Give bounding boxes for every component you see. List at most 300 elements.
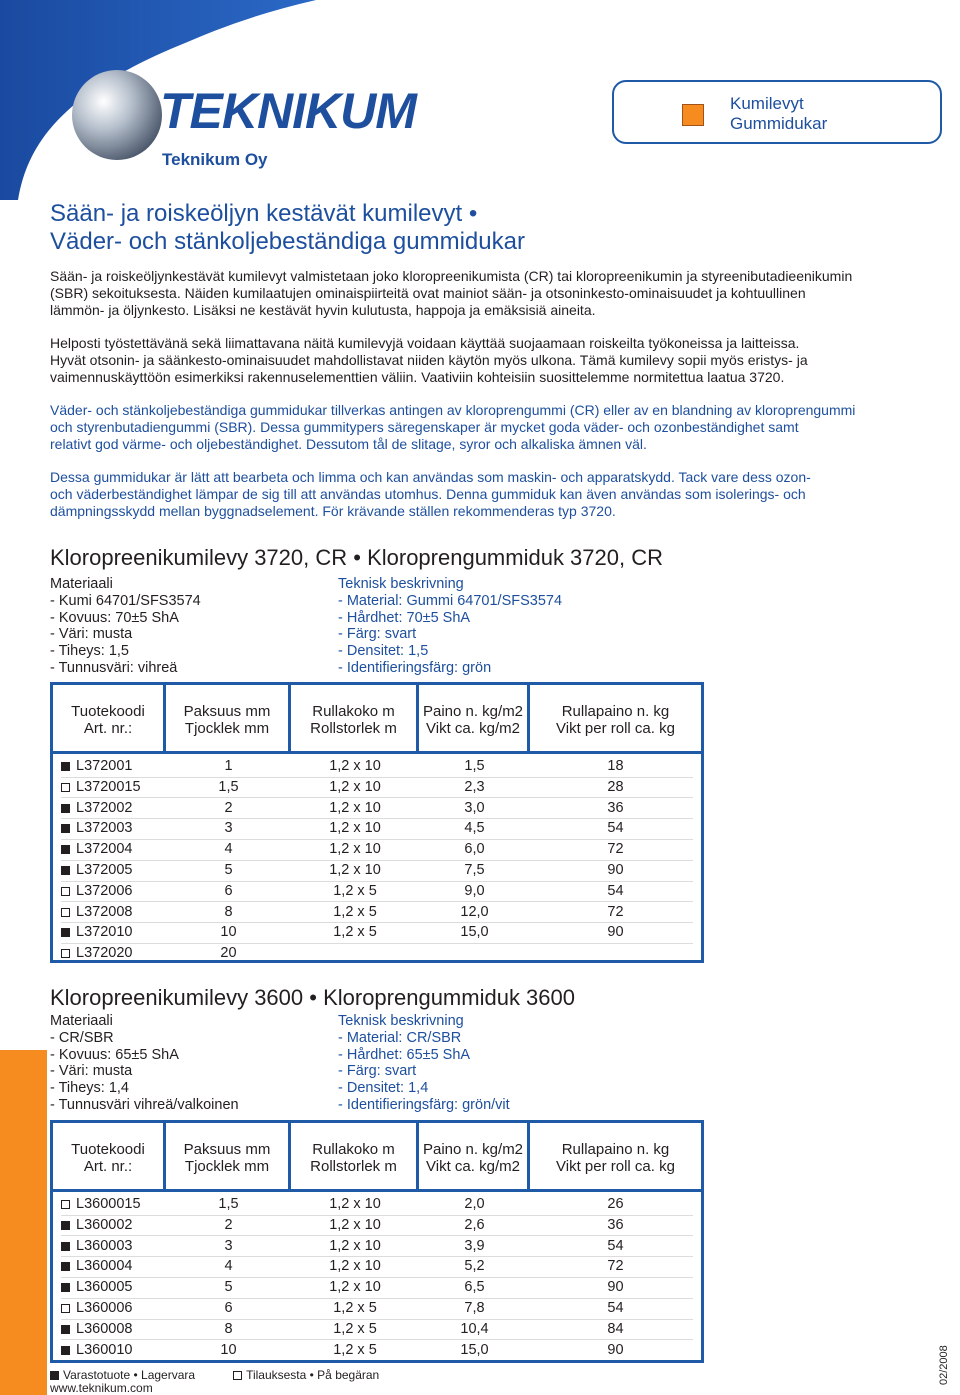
table-row — [53, 839, 701, 860]
order-open-square-icon — [61, 908, 70, 917]
para-line: relativt god värme- och oljebeständighet. Dessutom tål de slitage, syror och alkaliska ämnen väl. — [50, 436, 647, 452]
stock-filled-square-icon — [61, 762, 70, 771]
table-cell-text: 90 — [607, 862, 624, 878]
legend-order-label: Tilauksesta • På begäran — [246, 1368, 380, 1382]
table-cell-text: 1,2 x 10 — [329, 820, 381, 837]
table-row — [53, 943, 701, 964]
stock-filled-square-icon — [61, 1283, 70, 1292]
headline-sv: Väder- och stänkoljebeständiga gummidukar — [50, 228, 525, 255]
table-cell-text: 1,2 x 10 — [329, 1216, 381, 1233]
table-cell-text: 2,3 — [464, 778, 485, 795]
table-cell-text: 1,2 x 5 — [333, 1300, 377, 1316]
table-cell-text: 2 — [224, 799, 233, 816]
footer-url: www.teknikum.com — [50, 1381, 153, 1395]
table-cell-text: 1,2 x 5 — [333, 882, 377, 899]
table-cell-text: 1,2 x 10 — [329, 1258, 381, 1275]
table-cell-text: L372002 — [76, 799, 133, 816]
spec-line: - Kovuus: 70±5 ShA — [50, 609, 179, 626]
para-line: Sään- ja roiskeöljynkestävät kumilevyt valmistetaan joko kloropreenikumista (CR) tai kloropreenikumin ja styreenibutadieenikumin — [50, 268, 853, 284]
table-cell-roll-weight — [530, 777, 701, 798]
table-cell-text: L360005 — [76, 1279, 133, 1296]
table-cell-roll — [291, 881, 419, 902]
spec-line: - Tunnusväri vihreä/valkoinen — [50, 1096, 239, 1113]
table-cell-text: L372008 — [76, 903, 133, 920]
stock-filled-square-icon — [61, 1346, 70, 1355]
table-cell-roll — [291, 922, 419, 943]
spec-line: - Kumi 64701/SFS3574 — [50, 592, 201, 609]
table-cell-text: 54 — [607, 1237, 624, 1254]
table-cell-roll-weight — [530, 839, 701, 860]
table-cell-weight — [419, 798, 530, 819]
table-header-cell — [530, 1123, 701, 1189]
table-header-text: Vikt per roll ca. kg — [556, 1158, 675, 1175]
para-line: Väder- och stänkoljebeständiga gummidukar tillverkas antingen av kloroprengummi (CR) eller av en blandning av kloroprengummi — [50, 402, 856, 418]
table-cell-code — [53, 1256, 166, 1277]
table-cell-roll — [291, 777, 419, 798]
table-cell-text: 28 — [607, 778, 624, 795]
table-cell-roll-weight — [530, 1277, 701, 1298]
table-cell-weight — [419, 860, 530, 881]
table-cell-code — [53, 922, 166, 943]
spec-line: - CR/SBR — [50, 1029, 114, 1046]
table-cell-roll-weight — [530, 1194, 701, 1215]
table-row — [53, 818, 701, 839]
table-cell-code — [53, 860, 166, 881]
table-row — [53, 1236, 701, 1257]
paragraph-fi-2 — [50, 335, 955, 386]
table-cell-text: 12,0 — [460, 903, 489, 920]
legend-stock-label: Varastotuote • Lagervara — [63, 1368, 196, 1382]
table-cell-text: 2,6 — [464, 1216, 485, 1233]
table-header-text: Tjocklek mm — [184, 720, 270, 737]
table-cell-text: 6 — [224, 882, 233, 899]
table-header-cell — [419, 685, 530, 751]
table-cell-text: 5 — [224, 1279, 233, 1296]
table-cell-roll-weight — [530, 902, 701, 923]
date-code: 02/2008 — [938, 1345, 950, 1385]
table-header-text: Paino n. kg/m2 — [422, 1141, 524, 1158]
section1-title: Kloropreenikumilevy 3720, CR • Kloroprengummiduk 3720, CR — [50, 545, 663, 570]
logo-sphere — [72, 70, 162, 160]
table-cell-text: 1,2 x 10 — [329, 758, 381, 774]
table-cell-thickness — [166, 1319, 291, 1340]
spec-line: - Material: CR/SBR — [338, 1029, 462, 1046]
table-cell-roll-weight — [530, 1340, 701, 1361]
table-cell-text: 36 — [607, 1216, 624, 1233]
table-header-text: Art. nr.: — [83, 720, 133, 737]
table-cell-roll — [291, 1277, 419, 1298]
table-cell-text: 10 — [220, 1341, 237, 1358]
spec-line: - Väri: musta — [50, 1063, 133, 1080]
table-cell-code — [53, 943, 166, 964]
table-cell-thickness — [166, 818, 291, 839]
table-cell-text: 1,2 x 5 — [333, 1320, 377, 1337]
table-cell-text: 1,2 x 10 — [329, 1279, 381, 1296]
order-open-square-icon — [233, 1371, 242, 1380]
table-cell-text: 54 — [607, 820, 624, 837]
table-cell-roll — [291, 818, 419, 839]
order-open-square-icon — [61, 1200, 70, 1209]
table-cell-text: L360008 — [76, 1320, 133, 1337]
table-cell-text: 1,2 x 10 — [329, 799, 381, 816]
para-line: vaimennuskäyttöön esimerkiksi rakennuselementtien väliin. Vaativiin kohteisiin suosittelemme normitettua laatua 3720. — [50, 369, 785, 385]
table-cell-thickness — [166, 902, 291, 923]
table-cell-roll — [291, 902, 419, 923]
table-header-cell — [419, 1123, 530, 1189]
table-row — [53, 1256, 701, 1277]
table-cell-weight — [419, 818, 530, 839]
order-open-square-icon — [61, 783, 70, 792]
table-cell-text: 90 — [607, 1279, 624, 1296]
table-cell-thickness — [166, 860, 291, 881]
table-header-text: Rullapaino n. kg — [561, 1141, 670, 1158]
table-row — [53, 1298, 701, 1319]
table-cell-text: 26 — [607, 1196, 624, 1212]
table-row — [53, 881, 701, 902]
table-cell-text: 3 — [224, 1237, 233, 1254]
table-cell-text: 4,5 — [464, 820, 485, 837]
stock-filled-square-icon — [61, 1242, 70, 1251]
table-header-cell — [291, 685, 419, 751]
table-cell-text: 20 — [220, 945, 237, 962]
table-cell-text: 84 — [607, 1320, 624, 1337]
para-line: dämpningsskydd mellan byggnadselement. För krävande ställen rekommenderas typ 3720. — [50, 503, 616, 519]
table-cell-text: L372010 — [76, 924, 133, 941]
table-header-text: Art. nr.: — [83, 1158, 133, 1175]
table-cell-roll-weight — [530, 1298, 701, 1319]
table-header-text: Rollstorlek m — [310, 1158, 397, 1175]
stock-filled-square-icon — [61, 804, 70, 813]
table-cell-code — [53, 881, 166, 902]
table-cell-roll-weight — [530, 1256, 701, 1277]
stock-filled-square-icon — [61, 824, 70, 833]
stock-filled-square-icon — [61, 866, 70, 875]
headline-fi: Sään- ja roiskeöljyn kestävät kumilevyt • — [50, 200, 478, 227]
table-cell-text: 1,2 x 10 — [329, 1237, 381, 1254]
table-header-text: Vikt ca. kg/m2 — [426, 720, 520, 737]
spec-line: - Identifieringsfärg: grön/vit — [338, 1096, 510, 1113]
table-cell-text: 5,2 — [464, 1258, 485, 1275]
table-cell-code — [53, 1277, 166, 1298]
logo-wordmark: TEKNIKUM — [160, 83, 416, 139]
table-cell-weight — [419, 1236, 530, 1257]
table-header-divider — [53, 751, 701, 754]
category-color-square-icon — [682, 104, 704, 126]
table-cell-weight — [419, 839, 530, 860]
spec-line: - Tiheys: 1,4 — [50, 1080, 129, 1097]
table-cell-code — [53, 756, 166, 777]
table-row — [53, 756, 701, 777]
table-cell-thickness — [166, 1236, 291, 1257]
table-cell-text: 1,2 x 10 — [329, 841, 381, 858]
table-cell-roll — [291, 1194, 419, 1215]
stock-filled-square-icon — [61, 928, 70, 937]
table-cell-text: 18 — [607, 758, 624, 774]
table-cell-text: 4 — [224, 1258, 233, 1275]
para-line: Hyvät otsonin- ja säänkesto-ominaisuudet mahdollistavat niiden käytön myös ulkona. Tämä kumilevy sopii myös eristys- ja — [50, 352, 808, 368]
table-row — [53, 1340, 701, 1361]
table-cell-text: 36 — [607, 799, 624, 816]
table-cell-text: L372005 — [76, 862, 133, 878]
para-line: lämmön- ja öljynkesto. Lisäksi ne kestävät hyvin kulutusta, happoja ja emäksisiä aineita. — [50, 302, 596, 318]
table-cell-text: 6,0 — [464, 841, 485, 858]
table-cell-thickness — [166, 881, 291, 902]
table-cell-code — [53, 902, 166, 923]
order-open-square-icon — [61, 887, 70, 896]
table-cell-text: 6 — [224, 1300, 233, 1316]
table-row — [53, 860, 701, 881]
table-cell-weight — [419, 1298, 530, 1319]
table-cell-weight — [419, 881, 530, 902]
table-cell-thickness — [166, 777, 291, 798]
table-header-row — [53, 685, 701, 751]
table-header-cell — [166, 1123, 291, 1189]
table-cell-weight — [419, 1340, 530, 1361]
table-cell-weight — [419, 943, 530, 964]
spec-line: - Identifieringsfärg: grön — [338, 659, 492, 676]
section1-spec-sv — [338, 576, 562, 677]
table-cell-text: 15,0 — [460, 924, 489, 941]
para-line: (SBR) sekoituksesta. Näiden kumilaatujen ominaispiirteitä ovat mainiot sään- ja otsoninkesto-ominaisuudet ja kohtuullinen — [50, 285, 806, 301]
table-cell-text: 3,9 — [464, 1237, 485, 1254]
table-row — [53, 1319, 701, 1340]
section2-title: Kloropreenikumilevy 3600 • Kloroprengummiduk 3600 — [50, 985, 575, 1010]
table-cell-thickness — [166, 922, 291, 943]
table-cell-roll — [291, 860, 419, 881]
table-cell-text: 10 — [220, 924, 237, 941]
table-header-text: Rullapaino n. kg — [561, 703, 670, 720]
table-cell-text: L372003 — [76, 820, 133, 837]
table-cell-text: 1,5 — [218, 778, 239, 795]
table-cell-text: 1,5 — [464, 758, 485, 774]
table-cell-weight — [419, 902, 530, 923]
table-header-text: Tuotekoodi — [71, 1141, 145, 1158]
section2-spec-sv — [338, 1013, 510, 1114]
table-cell-thickness — [166, 1256, 291, 1277]
table-cell-text: 3 — [224, 820, 233, 837]
table-cell-thickness — [166, 756, 291, 777]
table-cell-weight — [419, 922, 530, 943]
table-cell-roll-weight — [530, 881, 701, 902]
table-header-text: Rullakoko m — [312, 1141, 395, 1158]
table-cell-roll — [291, 756, 419, 777]
table-header-text: Paksuus mm — [183, 1141, 271, 1158]
table-cell-roll — [291, 1215, 419, 1236]
table-cell-text: L3600015 — [76, 1196, 141, 1212]
para-line: Helposti työstettävänä sekä liimattavana näitä kumilevyjä voidaan käyttää suojaamaan roiskeilta työkoneissa ja laitteissa. — [50, 335, 800, 351]
table-cell-text: 5 — [224, 862, 233, 878]
table-cell-roll-weight — [530, 922, 701, 943]
table-cell-weight — [419, 756, 530, 777]
table-row — [53, 798, 701, 819]
table-cell-weight — [419, 1319, 530, 1340]
table-row — [53, 777, 701, 798]
orange-side-bar — [0, 1050, 47, 1395]
table-cell-text: 6,5 — [464, 1279, 485, 1296]
table-cell-roll-weight — [530, 1215, 701, 1236]
table-header-cell — [530, 685, 701, 751]
table-cell-text: 54 — [607, 882, 624, 899]
table-cell-text: 7,8 — [464, 1300, 485, 1316]
stock-filled-square-icon — [61, 1262, 70, 1271]
company-name: Teknikum Oy — [162, 150, 268, 169]
category-box — [612, 80, 942, 144]
spec-line: - Densitet: 1,4 — [338, 1080, 429, 1097]
spec-line: Materiaali — [50, 1013, 113, 1029]
table-cell-roll — [291, 1340, 419, 1361]
spec-line: - Densitet: 1,5 — [338, 643, 429, 660]
table-cell-code — [53, 1215, 166, 1236]
table-cell-text: L360006 — [76, 1300, 133, 1316]
table-cell-roll — [291, 1256, 419, 1277]
table-cell-thickness — [166, 839, 291, 860]
table-cell-roll-weight — [530, 1236, 701, 1257]
table-cell-code — [53, 1340, 166, 1361]
paragraph-fi-1 — [50, 268, 955, 319]
table-cell-thickness — [166, 943, 291, 964]
table-cell-code — [53, 818, 166, 839]
table-cell-text: 72 — [607, 903, 624, 920]
table-header-text: Rullakoko m — [312, 703, 395, 720]
table-cell-roll — [291, 1298, 419, 1319]
table-cell-code — [53, 798, 166, 819]
table-cell-text: L360004 — [76, 1258, 133, 1275]
stock-filled-square-icon — [61, 1221, 70, 1230]
table-cell-text: 72 — [607, 841, 624, 858]
table-cell-text: 15,0 — [460, 1341, 489, 1358]
table-cell-text: 4 — [224, 841, 233, 858]
table-cell-text: 1,2 x 5 — [333, 903, 377, 920]
table-cell-code — [53, 1319, 166, 1340]
table-cell-roll — [291, 1319, 419, 1340]
product-table-3720 — [50, 682, 704, 963]
table-cell-text: 7,5 — [464, 862, 485, 878]
table-header-cell — [53, 1123, 166, 1189]
spec-line: - Tunnusväri: vihreä — [50, 659, 178, 676]
spec-line: - Hårdhet: 65±5 ShA — [338, 1046, 471, 1063]
table-row — [53, 1277, 701, 1298]
table-cell-thickness — [166, 1298, 291, 1319]
table-cell-thickness — [166, 1277, 291, 1298]
table-cell-text: 3,0 — [464, 799, 485, 816]
table-cell-text: 8 — [224, 1320, 233, 1337]
order-open-square-icon — [61, 949, 70, 958]
table-row — [53, 1194, 701, 1215]
spec-line: - Väri: musta — [50, 626, 133, 643]
table-cell-text: 1,2 x 10 — [329, 778, 381, 795]
table-header-cell — [291, 1123, 419, 1189]
spec-line: - Kovuus: 65±5 ShA — [50, 1046, 179, 1063]
table-cell-roll — [291, 943, 419, 964]
table-cell-thickness — [166, 798, 291, 819]
paragraph-sv-2 — [50, 469, 955, 520]
stock-filled-square-icon — [50, 1371, 59, 1380]
table-cell-text: 9,0 — [464, 882, 485, 899]
section2-spec-fi — [50, 1013, 239, 1114]
table-cell-roll-weight — [530, 860, 701, 881]
table-cell-text: 1 — [224, 758, 233, 774]
table-row — [53, 902, 701, 923]
table-cell-weight — [419, 1277, 530, 1298]
table-header-text: Paksuus mm — [183, 703, 271, 720]
table-cell-weight — [419, 1194, 530, 1215]
stock-filled-square-icon — [61, 845, 70, 854]
table-cell-text: L3720015 — [76, 778, 141, 795]
table-cell-text: 90 — [607, 1341, 624, 1358]
section1-spec-fi — [50, 576, 201, 677]
table-cell-roll-weight — [530, 818, 701, 839]
table-header-cell — [166, 685, 291, 751]
table-cell-code — [53, 839, 166, 860]
table-cell-roll-weight — [530, 756, 701, 777]
spec-line: Teknisk beskrivning — [338, 1013, 464, 1029]
table-cell-roll — [291, 798, 419, 819]
table-header-cell — [53, 685, 166, 751]
product-table-3600 — [50, 1120, 704, 1363]
table-cell-weight — [419, 1256, 530, 1277]
table-cell-text: L360002 — [76, 1216, 133, 1233]
table-header-text: Tjocklek mm — [184, 1158, 270, 1175]
table-cell-text: 8 — [224, 903, 233, 920]
table-cell-weight — [419, 777, 530, 798]
table-header-text: Paino n. kg/m2 — [422, 703, 524, 720]
table-cell-text: 2 — [224, 1216, 233, 1233]
spec-line: - Tiheys: 1,5 — [50, 643, 129, 660]
table-header-row — [53, 1123, 701, 1189]
spec-line: Materiaali — [50, 576, 113, 592]
table-cell-text: L372020 — [76, 945, 133, 962]
spec-line: - Färg: svart — [338, 626, 417, 643]
table-cell-text: 1,2 x 10 — [329, 862, 381, 878]
table-cell-thickness — [166, 1194, 291, 1215]
spec-line: - Hårdhet: 70±5 ShA — [338, 609, 471, 626]
table-cell-text: 90 — [607, 924, 624, 941]
table-cell-code — [53, 1194, 166, 1215]
table-cell-text: 1,2 x 10 — [329, 1196, 381, 1212]
spec-line: - Färg: svart — [338, 1063, 417, 1080]
table-cell-roll-weight — [530, 943, 701, 964]
table-cell-text: L372004 — [76, 841, 133, 858]
table-cell-text: L360003 — [76, 1237, 133, 1254]
table-cell-thickness — [166, 1340, 291, 1361]
table-cell-text: 1,2 x 5 — [333, 924, 377, 941]
paragraph-sv-1 — [50, 402, 955, 453]
table-cell-text: L372001 — [76, 758, 133, 774]
table-cell-weight — [419, 1215, 530, 1236]
para-line: och väderbeständighet lämpar de sig till att användas utomhus. Denna gummiduk kan även användas som isolerings- och — [50, 486, 806, 502]
category-line-fi: Kumilevyt — [730, 94, 804, 113]
para-line: och styrenbutadiengummi (SBR). Dessa gummitypers säregenskaper är mycket goda väder- och ozonbeständighet samt — [50, 419, 799, 435]
spec-line: - Material: Gummi 64701/SFS3574 — [338, 592, 563, 609]
table-cell-text: 54 — [607, 1300, 624, 1316]
table-cell-text: L360010 — [76, 1341, 133, 1358]
stock-filled-square-icon — [61, 1325, 70, 1334]
table-cell-roll — [291, 1236, 419, 1257]
table-cell-code — [53, 1298, 166, 1319]
table-cell-text: 10,4 — [460, 1320, 489, 1337]
table-cell-text: L372006 — [76, 882, 133, 899]
legend — [50, 1368, 379, 1382]
table-header-text: Vikt per roll ca. kg — [556, 720, 675, 737]
table-header-divider — [53, 1189, 701, 1192]
table-header-text: Tuotekoodi — [71, 703, 145, 720]
table-cell-text: 72 — [607, 1258, 624, 1275]
table-cell-text: 1,5 — [218, 1196, 239, 1212]
table-cell-roll — [291, 839, 419, 860]
category-line-sv: Gummidukar — [730, 114, 828, 133]
table-cell-roll-weight — [530, 798, 701, 819]
table-header-text: Rollstorlek m — [310, 720, 397, 737]
